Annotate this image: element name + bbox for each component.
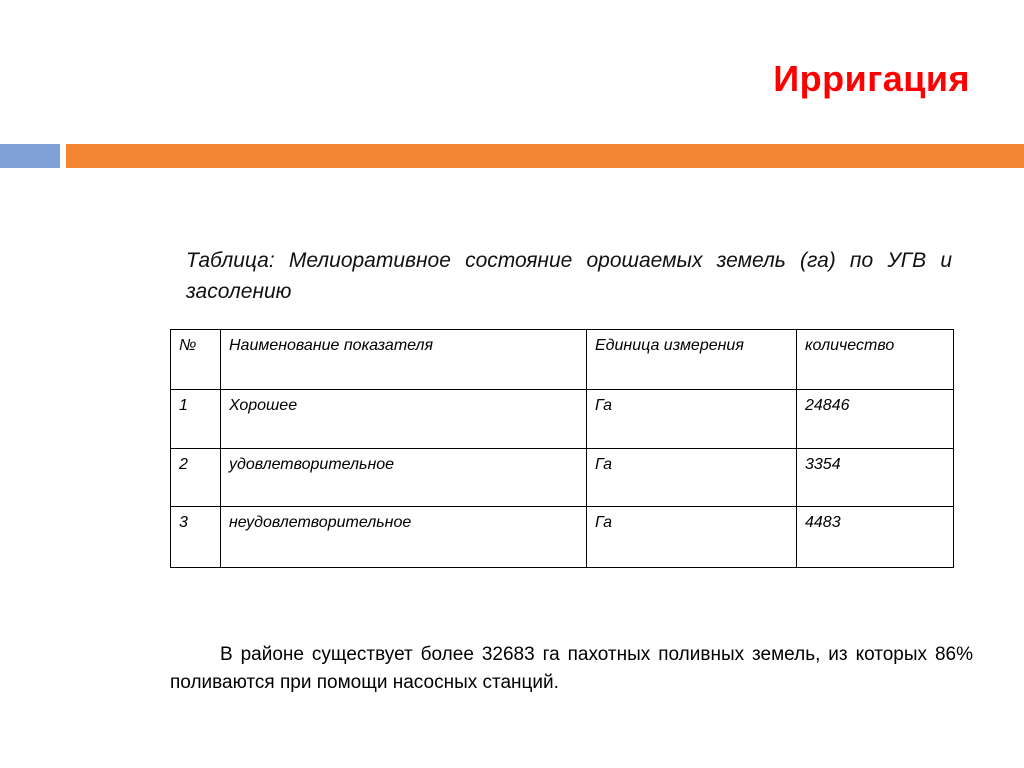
row-quantity-cell: 3354 xyxy=(797,449,954,507)
row-number-cell: 3 xyxy=(171,507,221,568)
row-number-cell: 2 xyxy=(171,449,221,507)
header-cell-number: № xyxy=(171,330,221,390)
table-header-row xyxy=(171,330,954,390)
header-cell-unit: Единица измерения xyxy=(587,330,797,390)
row-quantity-cell: 4483 xyxy=(797,507,954,568)
row-indicator-cell: удовлетворительное xyxy=(221,449,587,507)
header-cell-quantity: количество xyxy=(797,330,954,390)
accent-bar-orange xyxy=(66,144,1024,168)
body-paragraph: В районе существует более 32683 га пахотных поливных земель, из которых 86% поливаются при помощи насосных станций. xyxy=(170,644,973,693)
row-number-cell: 1 xyxy=(171,390,221,449)
reclamation-table xyxy=(170,329,954,568)
row-indicator-cell: неудовлетворительное xyxy=(221,507,587,568)
accent-bar-blue xyxy=(0,144,60,168)
row-unit-cell: Га xyxy=(587,507,797,568)
row-quantity-cell: 24846 xyxy=(797,390,954,449)
table-caption: Таблица: Мелиоративное состояние орошаемых земель (га) по УГВ и засолению xyxy=(186,249,952,303)
row-unit-cell: Га xyxy=(587,449,797,507)
row-indicator-cell: Хорошее xyxy=(221,390,587,449)
slide-title: Ирригация xyxy=(773,58,970,99)
table-row xyxy=(171,449,954,507)
header-cell-indicator: Наименование показателя xyxy=(221,330,587,390)
table-row xyxy=(171,507,954,568)
row-unit-cell: Га xyxy=(587,390,797,449)
table-row xyxy=(171,390,954,449)
